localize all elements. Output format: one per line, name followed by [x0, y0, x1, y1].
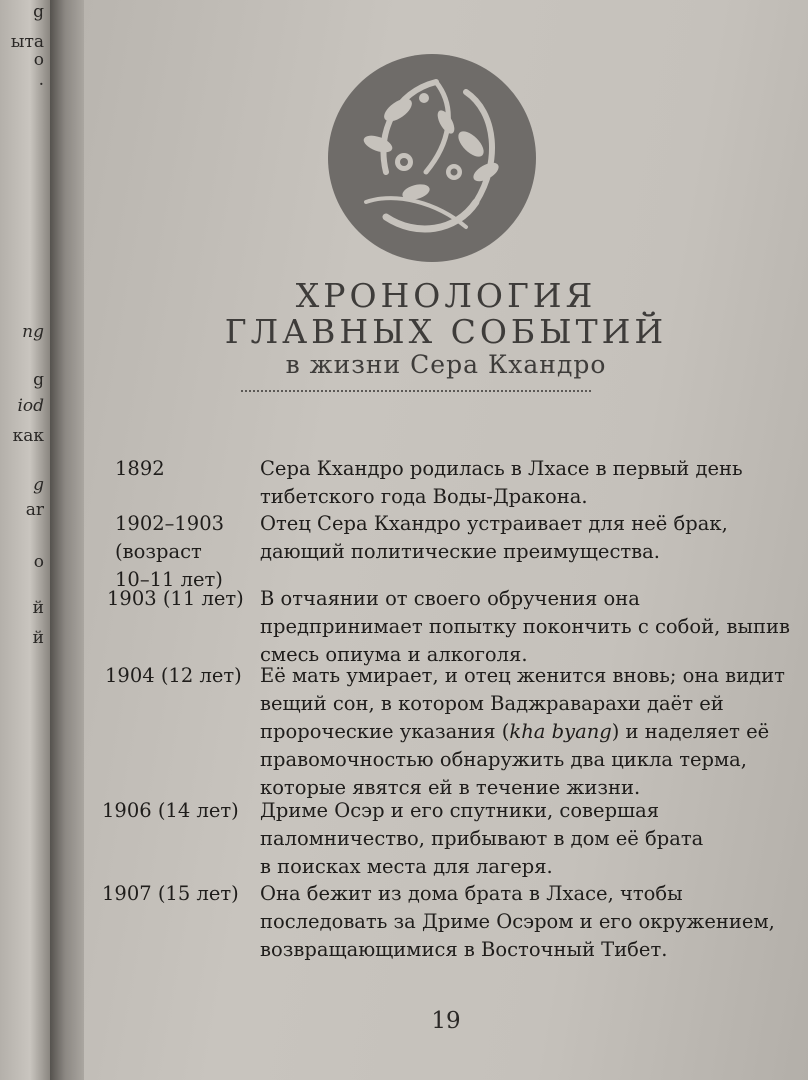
entry-text: возвращающимися в Восточный Тибет.	[260, 938, 668, 961]
entry-text: смесь опиума и алкоголя.	[260, 643, 528, 666]
left-page-fragment: iod	[17, 396, 44, 416]
entry-description	[260, 585, 790, 669]
left-page-fragment: .	[38, 70, 44, 90]
entry-description-line	[260, 585, 790, 613]
left-page-fragment: g	[33, 370, 44, 390]
entry-text: Она бежит из дома брата в Лхасе, чтобы	[260, 882, 683, 905]
entry-description-line	[260, 908, 775, 936]
left-page-fragment: й	[32, 598, 44, 618]
entry-year	[115, 455, 165, 483]
book-gutter	[50, 0, 84, 1080]
entry-text: Её мать умирает, и отец женится вновь; она видит	[260, 664, 785, 687]
left-page-edge	[0, 0, 50, 1080]
entry-description-line	[260, 797, 703, 825]
entry-text: пророческие указания (	[260, 720, 510, 743]
entry-text: предпринимает попытку покончить с собой, выпив	[260, 615, 790, 638]
entry-description-line	[260, 483, 743, 511]
left-page-fragment: й	[32, 628, 44, 648]
entry-description-line	[260, 880, 775, 908]
entry-text: Отец Сера Кхандро устраивает для неё брак,	[260, 512, 728, 535]
entry-text: последовать за Дриме Осэром и его окружением,	[260, 910, 775, 933]
entry-text: Дриме Осэр и его спутники, совершая	[260, 799, 660, 822]
left-page-fragment: g	[33, 2, 44, 22]
entry-description	[260, 455, 743, 511]
entry-description-line	[260, 613, 790, 641]
entry-year-line: 1904 (12 лет)	[105, 664, 242, 687]
entry-text: Сера Кхандро родилась в Лхасе в первый день	[260, 457, 743, 480]
title-line-2: ГЛАВНЫХ СОБЫТИЙ	[224, 312, 668, 351]
entry-description-line	[260, 690, 785, 718]
entry-text: в поисках места для лагеря.	[260, 855, 553, 878]
page-number: 19	[431, 1008, 461, 1034]
subtitle: в жизни Сера Кхандро	[285, 350, 607, 379]
left-page-fragment: о	[33, 552, 44, 572]
left-page-fragment: как	[12, 426, 44, 446]
left-page-fragment: о	[33, 50, 44, 70]
floral-circle-ornament-icon	[326, 52, 538, 264]
entry-year	[115, 510, 224, 594]
entry-description	[260, 880, 775, 964]
entry-description-line	[260, 825, 703, 853]
entry-description-line	[260, 662, 785, 690]
entry-description-line	[260, 455, 743, 483]
entry-description-line	[260, 538, 728, 566]
entry-description	[260, 662, 785, 802]
left-page-fragment: ыта	[10, 32, 44, 52]
book-page	[84, 0, 808, 1080]
tibetan-term: kha byang	[509, 720, 612, 743]
entry-description	[260, 510, 728, 566]
entry-text: которые явятся ей в течение жизни.	[260, 776, 641, 799]
entry-year-line: 1892	[115, 457, 165, 480]
entry-description-line	[260, 510, 728, 538]
entry-year-line: 10–11 лет)	[115, 568, 223, 591]
entry-year-line: 1907 (15 лет)	[102, 882, 239, 905]
entry-text: вещий сон, в котором Ваджраварахи даёт ей	[260, 692, 724, 715]
left-page-fragment: g	[33, 475, 44, 495]
entry-year-line: 1906 (14 лет)	[102, 799, 239, 822]
entry-year	[102, 880, 239, 908]
entry-description	[260, 797, 703, 881]
entry-description-line	[260, 746, 785, 774]
entry-text: В отчаянии от своего обручения она	[260, 587, 640, 610]
dotted-divider	[241, 390, 591, 392]
entry-text: паломничество, прибывают в дом её брата	[260, 827, 704, 850]
entry-year	[105, 662, 242, 690]
entry-year	[107, 585, 244, 613]
entry-year-line: (возраст	[115, 540, 202, 563]
entry-text: тибетского года Воды-Дракона.	[260, 485, 588, 508]
entry-description-line	[260, 853, 703, 881]
left-page-fragment: ng	[22, 322, 44, 342]
left-page-fragment: ar	[25, 500, 44, 520]
entry-description-line	[260, 936, 775, 964]
entry-text: правомочностью обнаружить два цикла терма,	[260, 748, 748, 771]
entry-description-line	[260, 718, 785, 746]
title-line-1: ХРОНОЛОГИЯ	[295, 276, 597, 315]
entry-year-line: 1902–1903	[115, 512, 225, 535]
entry-year-line: 1903 (11 лет)	[107, 587, 244, 610]
entry-year	[102, 797, 239, 825]
entry-text: ) и наделяет её	[611, 720, 770, 743]
entry-text: дающий политические преимущества.	[260, 540, 660, 563]
